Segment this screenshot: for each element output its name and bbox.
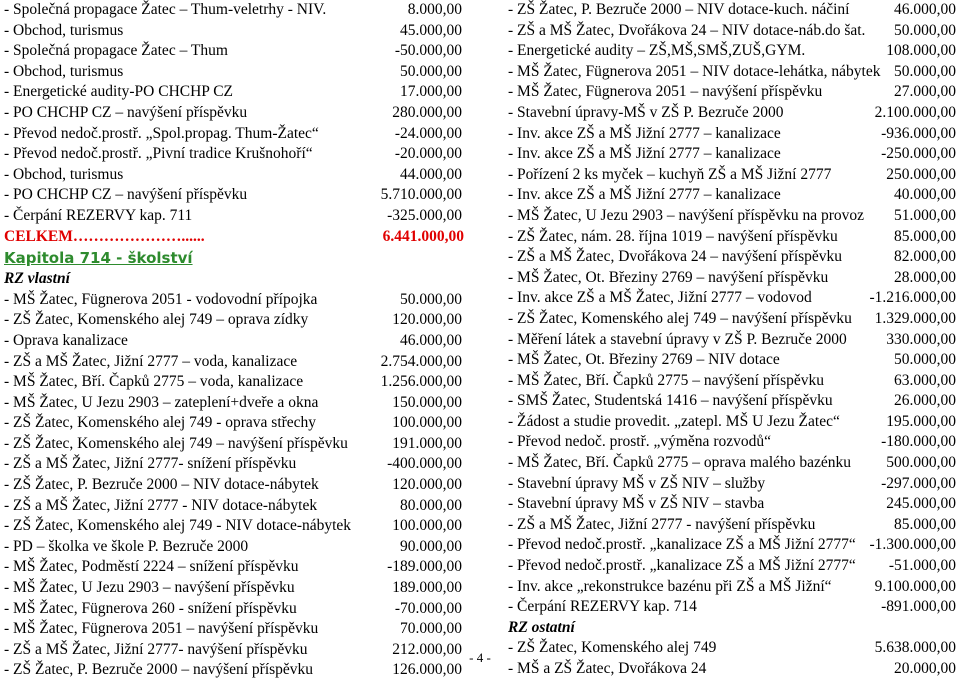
row-amount: 82.000,00: [894, 248, 956, 266]
row-label: - MŠ Žatec, Fügnerova 260 - snížení příspěvku: [4, 599, 297, 617]
row-label: - ZŠ Žatec, Komenského alej 749 - NIV dotace-nábytek: [4, 517, 352, 535]
row-amount: 17.000,00: [400, 83, 462, 101]
budget-row: [508, 0, 956, 21]
row-label: - Stavební úpravy MŠ v ZŠ NIV – stavba: [508, 495, 765, 513]
row-amount: 44.000,00: [400, 165, 462, 183]
row-amount: 80.000,00: [400, 496, 462, 514]
budget-row: [4, 41, 474, 62]
budget-row: [508, 206, 956, 227]
section-title: [508, 618, 956, 639]
row-amount: 27.000,00: [894, 83, 956, 101]
budget-row: [508, 412, 956, 433]
budget-row: [508, 268, 956, 289]
row-amount: -891.000,00: [881, 598, 956, 616]
budget-row: [4, 165, 474, 186]
budget-row: [508, 62, 956, 83]
row-amount: 50.000,00: [894, 62, 956, 80]
row-amount: 26.000,00: [894, 392, 956, 410]
row-amount: 63.000,00: [894, 371, 956, 389]
budget-row: [4, 0, 474, 21]
row-amount: 2.100.000,00: [874, 103, 956, 121]
row-label: - MŠ Žatec, U Jezu 2903 – zateplení+dveře a okna: [4, 393, 319, 411]
budget-row: [4, 82, 474, 103]
budget-row: [508, 577, 956, 598]
row-label: - ZŠ a MŠ Žatec, Jižní 2777 – voda, kanalizace: [4, 352, 298, 370]
row-amount: 20.000,00: [894, 660, 956, 677]
row-label: - ZŠ Žatec, Komenského alej 749 – navýšení příspěvku: [4, 434, 348, 452]
page-number: - 4 -: [469, 650, 491, 665]
row-label: - MŠ Žatec, U Jezu 2903 – navýšení příspěvku na provoz: [508, 206, 864, 224]
budget-row: [508, 494, 956, 515]
row-label: - Převod nedoč.prostř. „kanalizace ZŠ a MŠ Jižní 2777“: [508, 536, 856, 554]
budget-row: [508, 185, 956, 206]
row-label: - MŠ Žatec, Ot. Březiny 2769 – NIV dotace: [508, 351, 780, 369]
row-amount: 51.000,00: [894, 206, 956, 224]
budget-row: [508, 556, 956, 577]
row-amount: -250.000,00: [881, 145, 956, 163]
budget-row: [4, 124, 474, 145]
row-label: - ZŠ Žatec, P. Bezruče 2000 – NIV dotace-kuch. náčiní: [508, 1, 850, 18]
section-title: [4, 269, 474, 290]
section-title-text: RZ ostatní: [508, 618, 575, 636]
row-amount: 70.000,00: [400, 620, 462, 638]
row-amount: -1.300.000,00: [869, 536, 956, 554]
row-label: - Obchod, turismus: [4, 165, 124, 183]
row-label: - Čerpání REZERVY kap. 714: [508, 598, 697, 616]
row-amount: 2.754.000,00: [380, 352, 462, 370]
row-amount: 100.000,00: [392, 414, 462, 432]
row-label: - Čerpání REZERVY kap. 711: [4, 206, 193, 224]
budget-row: [508, 82, 956, 103]
row-amount: 8.000,00: [407, 1, 462, 18]
budget-row: [4, 310, 474, 331]
budget-row: [508, 165, 956, 186]
budget-row: [508, 391, 956, 412]
row-amount: 45.000,00: [400, 21, 462, 39]
row-label: - MŠ Žatec, Bří. Čapků 2775 – voda, kanalizace: [4, 373, 304, 391]
row-label: - Inv. akce ZŠ a MŠ Jižní 2777 – kanalizace: [508, 124, 781, 142]
row-label: - Společná propagace Žatec – Thum: [4, 42, 228, 60]
row-label: - Oprava kanalizace: [4, 331, 128, 349]
row-amount: -70.000,00: [394, 599, 462, 617]
row-amount: -325.000,00: [387, 206, 462, 224]
budget-row: [508, 371, 956, 392]
budget-row: [508, 432, 956, 453]
row-amount: -24.000,00: [394, 124, 462, 142]
row-amount: 50.000,00: [400, 290, 462, 308]
row-label: - PD – školka ve škole P. Bezruče 2000: [4, 537, 249, 555]
row-label: - Energetické audity – ZŠ,MŠ,SMŠ,ZUŠ,GYM.: [508, 42, 806, 60]
row-amount: 46.000,00: [894, 1, 956, 18]
row-label: - Žádost a studie provedit. „zatepl. MŠ U Jezu Žatec“: [508, 412, 840, 430]
budget-row: [508, 41, 956, 62]
row-amount: -297.000,00: [881, 474, 956, 492]
row-label: - Inv. akce „rekonstrukce bazénu při ZŠ a MŠ Jižní“: [508, 577, 832, 595]
row-amount: -400.000,00: [387, 455, 462, 473]
row-label: - Pořízení 2 ks myček – kuchyň ZŠ a MŠ Jižní 2777: [508, 165, 832, 183]
row-label: - MŠ Žatec, Fügnerova 2051 – navýšení příspěvku: [4, 620, 319, 638]
row-amount: 50.000,00: [894, 21, 956, 39]
budget-row: [4, 21, 474, 42]
row-label: - ZŠ a MŠ Žatec, Dvořákova 24 – navýšení příspěvku: [508, 248, 843, 266]
row-label: - Obchod, turismus: [4, 62, 124, 80]
row-label: - Inv. akce ZŠ a MŠ Jižní 2777 – kanalizace: [508, 145, 781, 163]
budget-row: [4, 537, 474, 558]
row-label: - ZŠ Žatec, Komenského alej 749 – navýšení příspěvku: [508, 309, 852, 327]
row-amount: 126.000,00: [392, 661, 462, 679]
row-label: - MŠ Žatec, Bří. Čapků 2775 – navýšení příspěvku: [508, 371, 824, 389]
row-amount: -20.000,00: [394, 145, 462, 163]
budget-row: [508, 288, 956, 309]
budget-row: [4, 352, 474, 373]
budget-row: [508, 144, 956, 165]
row-amount: 46.000,00: [400, 331, 462, 349]
budget-row: [508, 535, 956, 556]
budget-row: [508, 597, 956, 618]
row-label: - Převod nedoč. prostř. „výměna rozvodů“: [508, 433, 771, 451]
budget-row: [4, 185, 474, 206]
row-label: - Energetické audity-PO CHCHP CZ: [4, 83, 234, 101]
row-label: - Převod nedoč.prostř. „Spol.propag. Thum-Žatec“: [4, 124, 319, 142]
row-amount: 9.100.000,00: [874, 577, 956, 595]
row-amount: 245.000,00: [886, 495, 956, 513]
row-amount: -51.000,00: [888, 557, 956, 575]
row-label: - ZŠ a MŠ Žatec, Dvořákova 24 – NIV dotace-náb.do šat.: [508, 21, 866, 39]
row-amount: -50.000,00: [394, 42, 462, 60]
row-amount: 191.000,00: [392, 434, 462, 452]
row-amount: 212.000,00: [392, 640, 462, 658]
row-amount: 330.000,00: [886, 330, 956, 348]
budget-row: [508, 247, 956, 268]
row-label: - MŠ Žatec, Fügnerova 2051 – navýšení příspěvku: [508, 83, 823, 101]
budget-row: [508, 453, 956, 474]
right-column: [508, 0, 956, 680]
budget-row: [508, 103, 956, 124]
row-amount: 6.441.000,00: [382, 227, 464, 245]
row-amount: 250.000,00: [886, 165, 956, 183]
row-label: - ZŠ a MŠ Žatec, Jižní 2777- snížení příspěvku: [4, 455, 297, 473]
row-amount: 189.000,00: [392, 579, 462, 597]
row-label: - ZŠ Žatec, nám. 28. října 1019 – navýšení příspěvku: [508, 227, 838, 245]
row-label: CELKEM…………………......: [4, 227, 205, 245]
row-label: - Inv. akce ZŠ a MŠ Žatec, Jižní 2777 – vodovod: [508, 289, 812, 307]
row-label: - ZŠ Žatec, P. Bezruče 2000 – navýšení příspěvku: [4, 661, 314, 679]
row-amount: 40.000,00: [894, 186, 956, 204]
row-amount: 195.000,00: [886, 412, 956, 430]
row-amount: 90.000,00: [400, 537, 462, 555]
budget-row: [4, 475, 474, 496]
row-label: - Měření látek a stavební úpravy v ZŠ P. Bezruče 2000: [508, 330, 847, 348]
budget-row: [508, 350, 956, 371]
budget-row: [4, 144, 474, 165]
row-label: - ZŠ a MŠ Žatec, Jižní 2777 - navýšení příspěvku: [508, 515, 816, 533]
row-label: - SMŠ Žatec, Studentská 1416 – navýšení příspěvku: [508, 392, 833, 410]
budget-row: [4, 619, 474, 640]
budget-row: [4, 454, 474, 475]
row-label: - MŠ Žatec, Fügnerova 2051 – NIV dotace-lehátka, nábytek: [508, 62, 881, 80]
row-amount: 280.000,00: [392, 103, 462, 121]
row-label: - Společná propagace Žatec – Thum-veletrhy - NIV.: [4, 1, 327, 18]
budget-row: [4, 496, 474, 517]
row-label: - ZŠ a MŠ Žatec, Jižní 2777 - NIV dotace-nábytek: [4, 496, 318, 514]
row-amount: 500.000,00: [886, 454, 956, 472]
budget-row: [4, 331, 474, 352]
row-amount: 50.000,00: [894, 351, 956, 369]
row-amount: -189.000,00: [387, 558, 462, 576]
row-label: - ZŠ Žatec, P. Bezruče 2000 – NIV dotace-nábytek: [4, 476, 319, 494]
row-label: - MŠ Žatec, Ot. Březiny 2769 – navýšení příspěvku: [508, 268, 829, 286]
budget-row: [508, 515, 956, 536]
row-label: - MŠ Žatec, Fügnerova 2051 - vodovodní přípojka: [4, 290, 318, 308]
row-label: - Stavební úpravy-MŠ v ZŠ P. Bezruče 2000: [508, 103, 784, 121]
row-label: - MŠ Žatec, Bří. Čapků 2775 – oprava malého bazénku: [508, 454, 852, 472]
row-label: - ZŠ Žatec, Komenského alej 749 - oprava střechy: [4, 414, 317, 432]
budget-row: [4, 290, 474, 311]
row-label: - MŠ a ZŠ Žatec, Dvořákova 24: [508, 660, 707, 677]
chapter-title-text: Kapitola 714 - školství: [4, 249, 193, 268]
row-amount: 108.000,00: [886, 42, 956, 60]
row-amount: 100.000,00: [392, 517, 462, 535]
budget-row: [4, 434, 474, 455]
budget-row: [4, 206, 474, 227]
budget-row: [4, 103, 474, 124]
row-amount: 28.000,00: [894, 268, 956, 286]
row-amount: 1.256.000,00: [380, 373, 462, 391]
budget-row: [4, 413, 474, 434]
row-amount: 85.000,00: [894, 227, 956, 245]
budget-row: [4, 62, 474, 83]
row-label: - ZŠ a MŠ Žatec, Jižní 2777- navýšení příspěvku: [4, 640, 308, 658]
row-amount: 85.000,00: [894, 515, 956, 533]
row-amount: 5.638.000,00: [874, 639, 956, 657]
row-amount: 120.000,00: [392, 476, 462, 494]
row-amount: 1.329.000,00: [874, 309, 956, 327]
budget-row: [508, 309, 956, 330]
row-amount: 150.000,00: [392, 393, 462, 411]
section-title-text: RZ vlastní: [4, 270, 70, 288]
chapter-title: [4, 247, 474, 269]
budget-row: [508, 474, 956, 495]
row-label: - MŠ Žatec, Podměstí 2224 – snížení příspěvku: [4, 558, 299, 576]
row-label: - ZŠ Žatec, Komenského alej 749 – oprava zídky: [4, 311, 309, 329]
row-label: - ZŠ Žatec, Komenského alej 749: [508, 639, 717, 657]
row-amount: 50.000,00: [400, 62, 462, 80]
row-label: - MŠ Žatec, U Jezu 2903 – navýšení příspěvku: [4, 579, 295, 597]
row-amount: 120.000,00: [392, 311, 462, 329]
row-label: - Stavební úpravy MŠ v ZŠ NIV – služby: [508, 474, 766, 492]
row-label: - Převod nedoč.prostř. „kanalizace ZŠ a MŠ Jižní 2777“: [508, 557, 856, 575]
budget-row: [508, 330, 956, 351]
budget-row: [508, 124, 956, 145]
row-amount: -936.000,00: [881, 124, 956, 142]
row-label: - PO CHCHP CZ – navýšení příspěvku: [4, 186, 248, 204]
budget-row: [4, 557, 474, 578]
row-amount: -1.216.000,00: [869, 289, 956, 307]
budget-row: [508, 227, 956, 248]
row-label: - Inv. akce ZŠ a MŠ Jižní 2777 – kanalizace: [508, 186, 781, 204]
row-label: - PO CHCHP CZ – navýšení příspěvku: [4, 103, 248, 121]
budget-row: [4, 372, 474, 393]
row-label: - Obchod, turismus: [4, 21, 124, 39]
budget-row: [4, 393, 474, 414]
row-amount: 5.710.000,00: [380, 186, 462, 204]
row-amount: -180.000,00: [881, 433, 956, 451]
left-column: [4, 0, 474, 681]
budget-row: [4, 599, 474, 620]
budget-row: [4, 578, 474, 599]
budget-row: [4, 516, 474, 537]
budget-row: [508, 21, 956, 42]
row-label: - Převod nedoč.prostř. „Pivní tradice Krušnohoří“: [4, 145, 313, 163]
total-row: [4, 227, 474, 248]
